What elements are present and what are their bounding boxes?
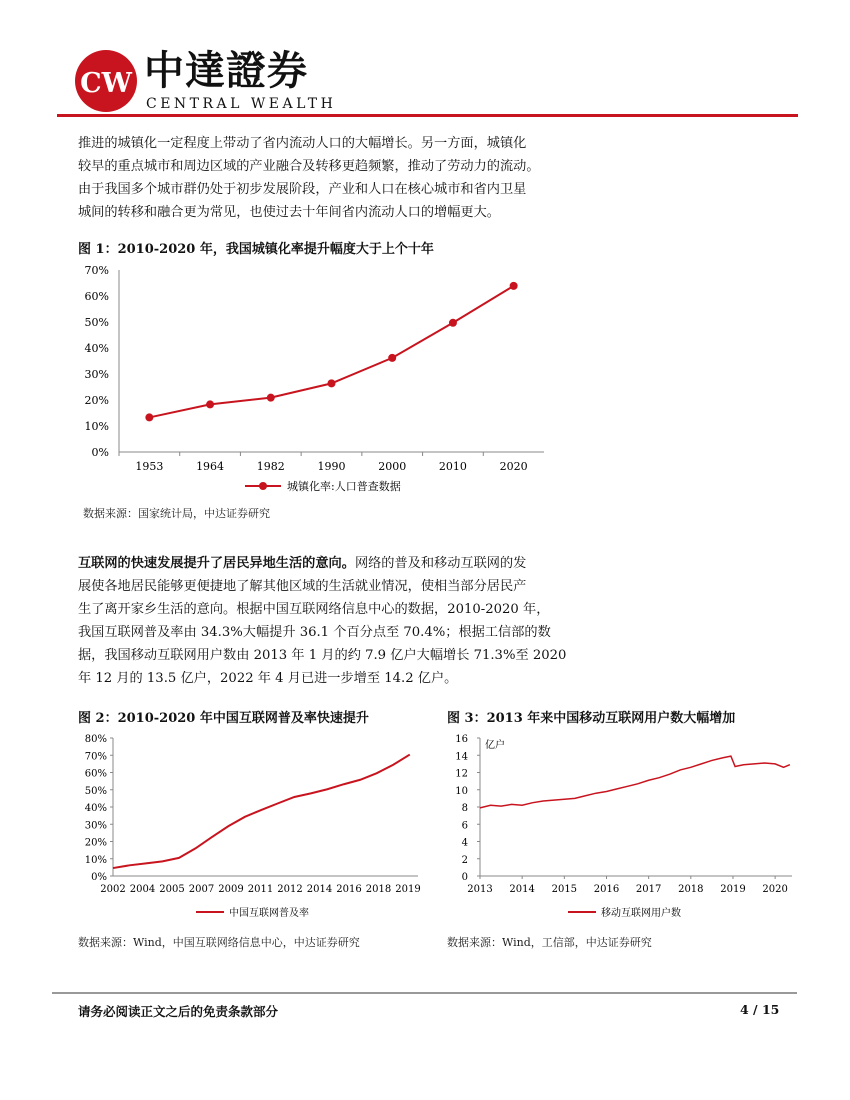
x-tick-label: 2002 [100,884,126,895]
y-tick-label: 16 [455,734,468,745]
figure-1-title: 图 1：2010-2020 年，我国城镇化率提升幅度大于上个十年 [78,242,434,257]
paragraph-line: 生了离开家乡生活的意向。根据中国互联网络信息中心的数据，2010-2020 年， [78,602,550,617]
x-tick-label: 2020 [762,884,788,895]
paragraph-line: 我国互联网普及率由 34.3%大幅提升 36.1 个百分点至 70.4%；根据工信部的数 [78,625,551,640]
x-tick-label: 2007 [188,884,215,895]
x-tick-label: 2020 [499,460,528,473]
y-tick-label: 50% [84,316,109,329]
x-tick-label: 2013 [467,884,493,895]
paragraph-line: 推进的城镇化一定程度上带动了省内流动人口的大幅增长。另一方面，城镇化 [78,136,527,151]
figure-2-source: 数据来源：Wind，中国互联网络信息中心，中达证券研究 [78,936,360,949]
footer-disclaimer: 请务必阅读正文之后的免责条款部分 [78,1004,279,1019]
paragraph-line: 展使各地居民能够更便捷地了解其他区域的生活就业情况，使相当部分居民产 [78,579,527,594]
y-tick-label: 20% [84,394,109,407]
paragraph-line: 据，我国移动互联网用户数由 2013 年 1 月的约 7.9 亿户大幅增长 71.3%至 2020 [78,648,567,663]
footer-divider [52,992,797,994]
y-tick-label: 12 [455,768,468,780]
logo-chinese-name: 中達證券 [144,47,308,94]
x-tick-label: 2000 [378,460,407,473]
logo-cw-icon [75,50,137,112]
y-tick-label: 2 [461,854,468,866]
y-tick-label: 30% [84,368,109,381]
legend-marker [259,482,267,490]
y-tick-label: 14 [455,751,468,763]
legend-label: 中国互联网普及率 [229,908,309,919]
x-tick-label: 2019 [395,884,421,895]
figure-3-chart [440,728,802,928]
y-tick-label: 10% [84,854,107,866]
y-tick-label: 80% [84,734,107,745]
header-divider [57,114,798,117]
figure-3-title: 图 3：2013 年来中国移动互联网用户数大幅增加 [447,711,736,726]
x-tick-label: 1990 [317,460,346,473]
figure-2-title: 图 2：2010-2020 年中国互联网普及率快速提升 [78,711,369,726]
x-tick-label: 2011 [247,884,274,895]
y-tick-label: 40% [84,342,109,355]
y-tick-label: 0 [461,872,468,883]
x-tick-label: 1964 [196,460,225,473]
paragraph-line: 较早的重点城市和周边区域的产业融合及转移更趋频繁，推动了劳动力的流动。 [78,159,540,174]
x-tick-label: 2015 [551,884,578,895]
series-line [149,286,513,418]
y-tick-label: 8 [461,803,468,814]
logo-english-name: CENTRAL WEALTH [146,96,337,112]
x-tick-label: 1953 [135,460,164,473]
paragraph-2 [78,552,778,690]
x-tick-label: 2018 [678,884,704,895]
x-tick-label: 2004 [129,884,156,895]
data-point [206,400,214,408]
y-tick-label: 20% [84,837,107,849]
figure-1-source: 数据来源：国家统计局，中达证券研究 [83,507,270,520]
paragraph-line: 城间的转移和融合更为常见，也使过去十年间省内流动人口的增幅更大。 [78,205,500,220]
y-axis-unit-label: 亿户 [485,740,505,751]
data-point [388,354,396,362]
data-point [267,394,275,402]
paragraph-line: 由于我国多个城市群仍处于初步发展阶段，产业和人口在核心城市和省内卫星 [78,182,527,197]
x-tick-label: 2005 [159,884,185,895]
paragraph-line: 年 12 月的 13.5 亿户，2022 年 4 月已进一步增至 14.2 亿户。 [78,671,458,686]
page-number: 4 / 15 [740,1002,780,1017]
x-tick-label: 2010 [438,460,467,473]
x-tick-label: 2016 [593,884,620,895]
x-tick-label: 2018 [365,884,392,895]
x-tick-label: 2014 [306,884,333,895]
x-tick-label: 2014 [509,884,535,895]
y-tick-label: 60% [84,290,109,303]
y-tick-label: 10% [84,420,109,433]
figure-2-chart [68,728,430,928]
y-tick-label: 0% [91,446,109,459]
paragraph-lead: 互联网的快速发展提升了居民异地生活的意向。 [78,556,355,571]
data-point [510,282,518,290]
data-point [449,319,457,327]
y-tick-label: 6 [461,820,468,832]
y-tick-label: 30% [84,820,107,832]
x-tick-label: 1982 [256,460,285,473]
data-point [145,413,153,421]
y-tick-label: 0% [91,872,107,883]
figure-3-source: 数据来源：Wind，工信部，中达证券研究 [447,936,652,949]
series-line [113,755,410,869]
x-tick-label: 2017 [635,884,662,895]
paragraph-1 [78,132,778,224]
x-tick-label: 2009 [218,884,244,895]
legend-label: 移动互联网用户数 [601,908,681,919]
y-tick-label: 40% [84,803,107,814]
y-tick-label: 70% [84,751,107,763]
series-line [480,756,790,808]
y-tick-label: 60% [84,768,107,780]
x-tick-label: 2019 [720,884,746,895]
logo-circle [75,50,137,112]
paragraph-lead-rest: 网络的普及和移动互联网的发 [354,556,527,571]
y-tick-label: 70% [84,264,109,277]
data-point [328,379,336,387]
figure-1-chart [60,258,580,498]
x-tick-label: 2016 [336,884,362,895]
paragraph-line [78,552,778,575]
logo-mark: CW [80,68,132,99]
x-tick-label: 2012 [277,884,303,895]
legend-label: 城镇化率:人口普查数据 [287,480,401,493]
y-tick-label: 4 [461,837,468,849]
y-tick-label: 50% [84,785,107,797]
y-tick-label: 10 [455,785,468,797]
